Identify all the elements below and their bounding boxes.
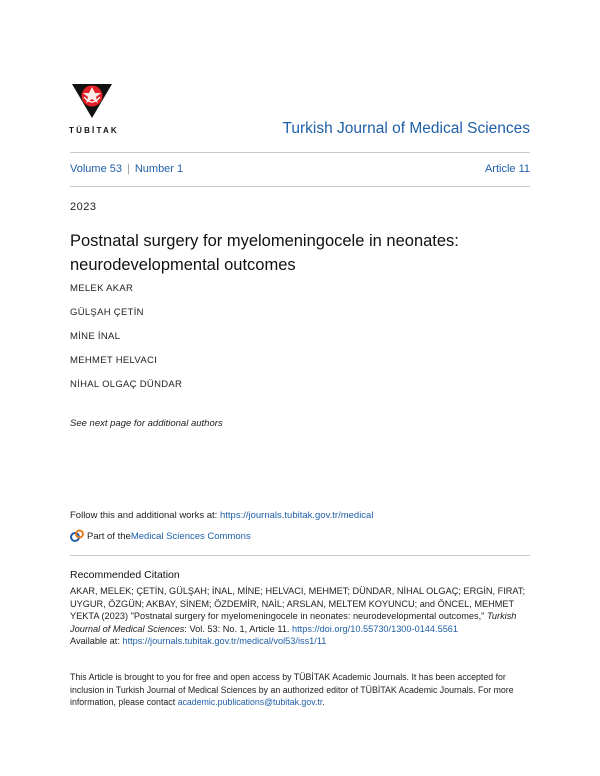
divider <box>70 555 530 556</box>
article-link[interactable]: Article 11 <box>484 163 530 175</box>
author: NİHAL OLGAÇ DÜNDAR <box>70 379 183 390</box>
available-prefix: Available at: <box>70 636 123 646</box>
additional-authors-note: See next page for additional authors <box>70 418 223 429</box>
part-of-line <box>70 529 251 543</box>
commons-link[interactable]: Medical Sciences Commons <box>130 530 251 542</box>
part-of-prefix: Part of the <box>87 530 131 542</box>
separator: | <box>126 163 130 175</box>
header <box>70 78 530 140</box>
follow-line <box>70 510 373 521</box>
author: MELEK AKAR <box>70 283 134 294</box>
citation-journal: Turkish Journal of Medical Sciences <box>70 611 517 634</box>
follow-prefix: Follow this and additional works at: <box>70 510 220 521</box>
author: MEHMET HELVACI <box>70 355 158 366</box>
access-statement <box>70 671 532 709</box>
doi-link[interactable]: https://doi.org/10.55730/1300-0144.5561 <box>292 623 459 634</box>
logo-text: TÜBİTAK <box>69 126 119 135</box>
available-link[interactable]: https://journals.tubitak.gov.tr/medical/vol53/iss1/11 <box>122 636 327 646</box>
follow-link[interactable]: https://journals.tubitak.gov.tr/medical <box>219 510 374 521</box>
citation-body: AKAR, MELEK; ÇETİN, GÜLŞAH; İNAL, MİNE; HELVACI, MEHMET; DÜNDAR, NİHAL OLGAÇ; ERGİN, FIRAT; UYGUR, ÖZGÜN; AKBAY, SİNEM; ÖZDEMİR, NAİL; ARSLAN, MELTEM KOYUNCU; and ÖNCEL, MEHMET YEKTA (2023) "Postnatal surgery for myelomeningocele in neonates: neurodevelopmental outcomes," <box>70 586 526 621</box>
access-end: . <box>322 697 325 707</box>
access-text: This Article is brought to you for free and open access by TÜBİTAK Academic Journals. It has been accepted for inclusion in Turkish Journal of Medical Sciences by an authorized editor of TÜBİTAK Academic Journals. For more information, please contact <box>70 672 514 707</box>
tubitak-emblem-icon <box>70 78 114 126</box>
journal-title-link[interactable]: Turkish Journal of Medical Sciences <box>282 120 530 137</box>
article-title: Postnatal surgery for myelomeningocele in neonates: neurodevelopmental outcomes <box>70 232 459 274</box>
divider <box>70 186 530 187</box>
number-link[interactable]: Number 1 <box>134 163 184 175</box>
citation-text <box>70 585 532 648</box>
contact-email-link[interactable]: academic.publications@tubitak.gov.tr <box>177 697 323 707</box>
author: GÜLŞAH ÇETİN <box>70 307 144 318</box>
author-list <box>70 283 182 403</box>
tubitak-logo <box>69 78 119 138</box>
year: 2023 <box>70 201 97 213</box>
open-access-icon <box>70 529 84 543</box>
citation-volume: : Vol. 53: No. 1, Article 11. <box>184 623 292 634</box>
issue-meta <box>70 163 530 175</box>
recommended-citation-heading: Recommended Citation <box>70 569 180 581</box>
volume-link[interactable]: Volume 53 <box>70 163 122 175</box>
author: MİNE İNAL <box>70 331 121 342</box>
divider <box>70 152 530 153</box>
